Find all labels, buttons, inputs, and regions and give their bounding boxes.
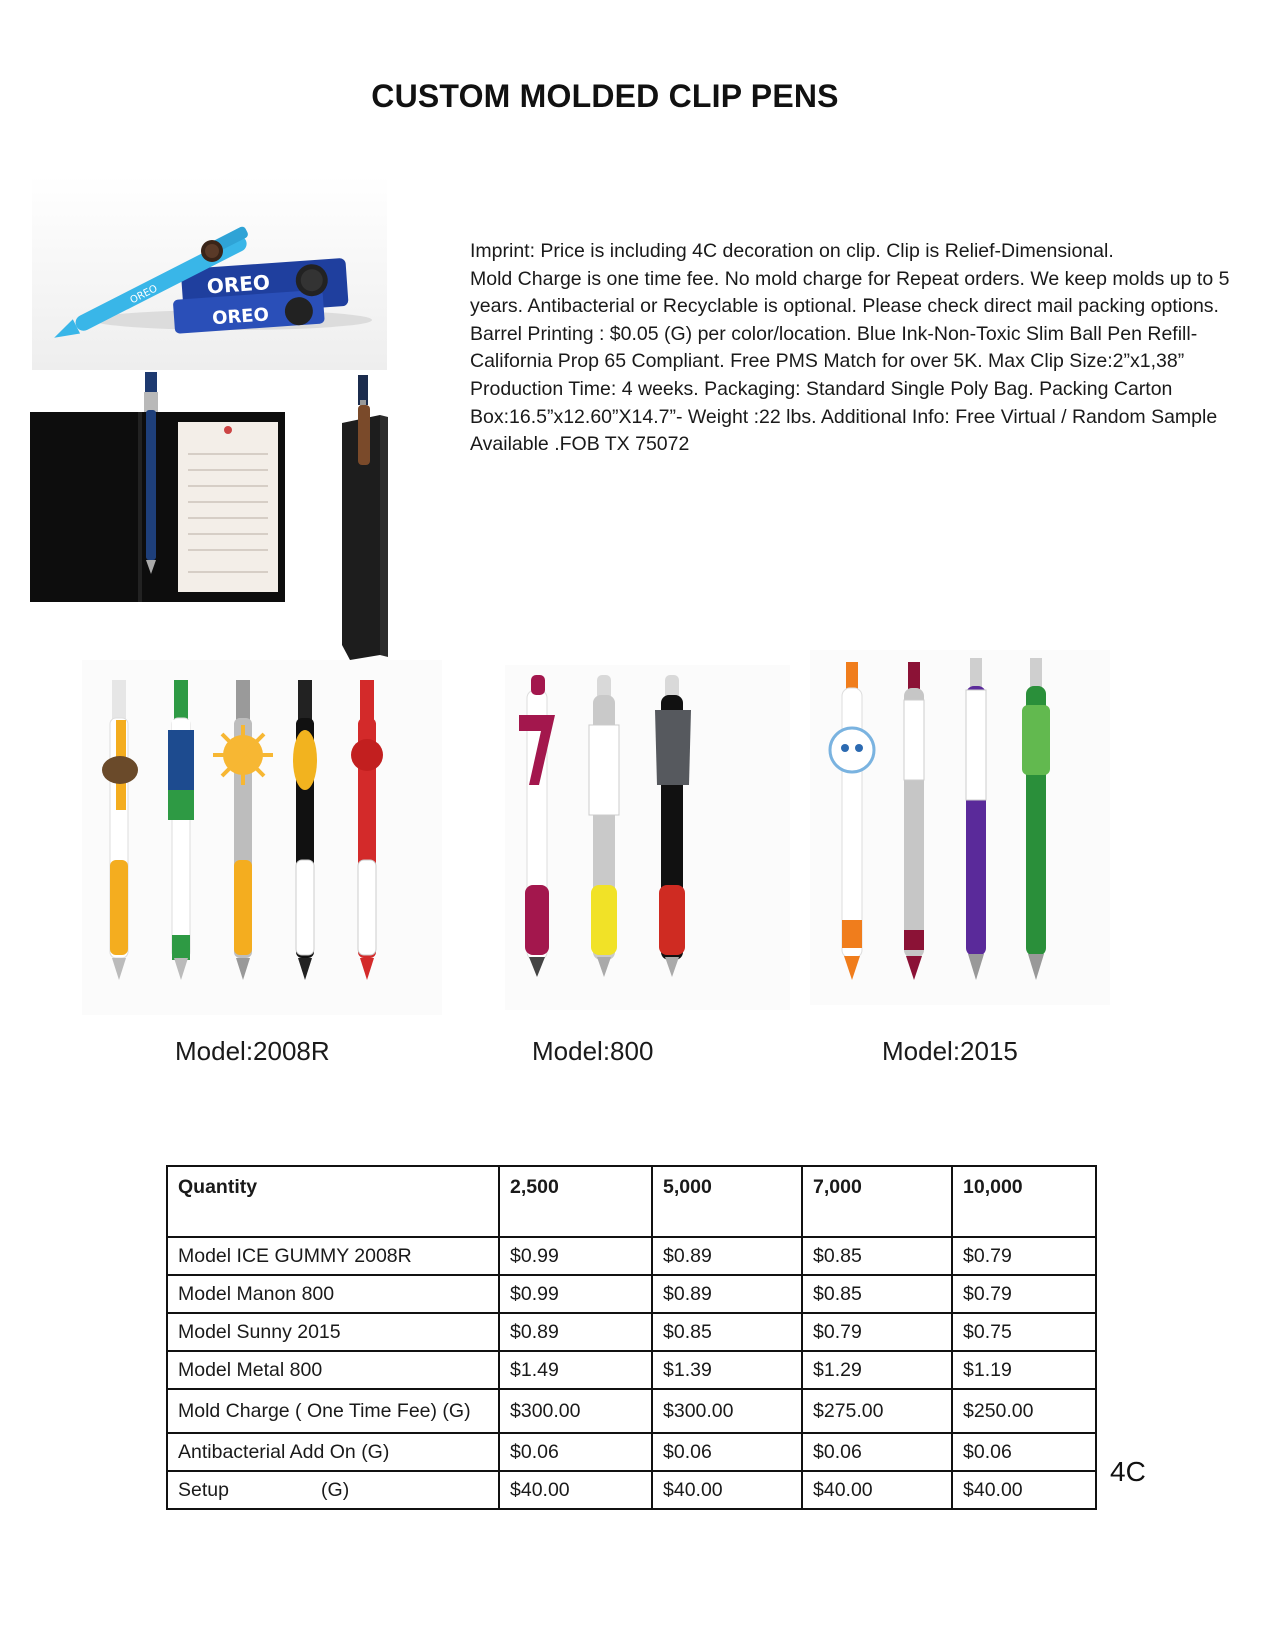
row-label: Antibacterial Add On (G) bbox=[167, 1433, 499, 1471]
table-row bbox=[167, 1237, 1096, 1275]
svg-text:OREO: OREO bbox=[206, 270, 271, 299]
price-cell: $40.00 bbox=[652, 1471, 802, 1509]
svg-text:OREO: OREO bbox=[128, 283, 160, 307]
price-cell: $40.00 bbox=[802, 1471, 952, 1509]
table-row bbox=[167, 1389, 1096, 1433]
folder-pen-photo bbox=[30, 372, 288, 607]
barrel-printing-text: Barrel Printing : $0.05 (G) per color/location. Blue Ink-Non-Toxic Slim Ball Pen Refill-California Prop 65 Compliant. Free PMS Match for over 5K. Max Clip Size:2”x1,38” Production Time: 4 weeks. Packaging: Standard Single Poly Bag. Packing Carton Box:16.5”x12.60”X14.7”- Weight :22 lbs. Additional Info: Free Virtual / Random Sample Available .FOB TX 75072 bbox=[470, 322, 1218, 456]
price-cell: $300.00 bbox=[652, 1389, 802, 1433]
row-label: Model Manon 800 bbox=[167, 1275, 499, 1313]
svg-text:OREO: OREO bbox=[211, 304, 270, 330]
price-cell: $0.99 bbox=[499, 1237, 652, 1275]
corner-badge: 4C bbox=[1110, 1456, 1146, 1487]
price-cell: $0.89 bbox=[499, 1313, 652, 1351]
price-cell: $0.75 bbox=[952, 1313, 1096, 1351]
header-quantity: Quantity bbox=[167, 1166, 499, 1237]
price-cell: $250.00 bbox=[952, 1389, 1096, 1433]
row-label: Model Metal 800 bbox=[167, 1351, 499, 1389]
price-cell: $0.89 bbox=[652, 1275, 802, 1313]
header-qty-2500: 2,500 bbox=[499, 1166, 652, 1237]
table-header-row bbox=[167, 1166, 1096, 1237]
price-cell: $40.00 bbox=[952, 1471, 1096, 1509]
page-title: CUSTOM MOLDED CLIP PENS bbox=[371, 78, 839, 114]
model-label-2015: Model:2015 bbox=[882, 1036, 1018, 1066]
box-pen-photo bbox=[340, 375, 395, 660]
price-cell: $1.19 bbox=[952, 1351, 1096, 1389]
header-qty-10000: 10,000 bbox=[952, 1166, 1096, 1237]
price-cell: $0.79 bbox=[802, 1313, 952, 1351]
price-cell: $0.06 bbox=[802, 1433, 952, 1471]
imprint-text: Imprint: Price is including 4C decoration on clip. Clip is Relief-Dimensional. bbox=[470, 240, 1114, 262]
table-row bbox=[167, 1471, 1096, 1509]
mold-charge-text: Mold Charge is one time fee. No mold charge for Repeat orders. We keep molds up to 5 years. Antibacterial or Recyclable is optional. Please check direct mail packing options. bbox=[470, 267, 1230, 318]
model-2008r-photo bbox=[82, 660, 442, 1015]
price-cell: $0.79 bbox=[952, 1237, 1096, 1275]
price-cell: $0.06 bbox=[652, 1433, 802, 1471]
header-qty-5000: 5,000 bbox=[652, 1166, 802, 1237]
header-qty-7000: 7,000 bbox=[802, 1166, 952, 1237]
price-cell: $0.06 bbox=[499, 1433, 652, 1471]
price-cell: $0.85 bbox=[652, 1313, 802, 1351]
table-row bbox=[167, 1433, 1096, 1471]
price-table bbox=[166, 1165, 1097, 1510]
price-cell: $0.99 bbox=[499, 1275, 652, 1313]
model-2015-photo bbox=[810, 650, 1110, 1005]
table-row bbox=[167, 1275, 1096, 1313]
model-label-800: Model:800 bbox=[532, 1036, 654, 1066]
price-cell: $1.29 bbox=[802, 1351, 952, 1389]
price-cell: $1.39 bbox=[652, 1351, 802, 1389]
oreo-pen-photo bbox=[32, 175, 387, 370]
row-label: Setup (G) bbox=[167, 1471, 499, 1509]
model-label-2008r: Model:2008R bbox=[175, 1036, 330, 1066]
row-label: Mold Charge ( One Time Fee) (G) bbox=[167, 1389, 499, 1433]
table-row bbox=[167, 1313, 1096, 1351]
product-description bbox=[470, 238, 1250, 459]
price-cell: $0.79 bbox=[952, 1275, 1096, 1313]
price-cell: $40.00 bbox=[499, 1471, 652, 1509]
price-cell: $300.00 bbox=[499, 1389, 652, 1433]
price-cell: $0.85 bbox=[802, 1237, 952, 1275]
price-cell: $0.85 bbox=[802, 1275, 952, 1313]
price-cell: $0.89 bbox=[652, 1237, 802, 1275]
price-cell: $275.00 bbox=[802, 1389, 952, 1433]
row-label: Model Sunny 2015 bbox=[167, 1313, 499, 1351]
table-row bbox=[167, 1351, 1096, 1389]
price-cell: $1.49 bbox=[499, 1351, 652, 1389]
price-cell: $0.06 bbox=[952, 1433, 1096, 1471]
model-800-photo bbox=[505, 665, 790, 1010]
row-label: Model ICE GUMMY 2008R bbox=[167, 1237, 499, 1275]
